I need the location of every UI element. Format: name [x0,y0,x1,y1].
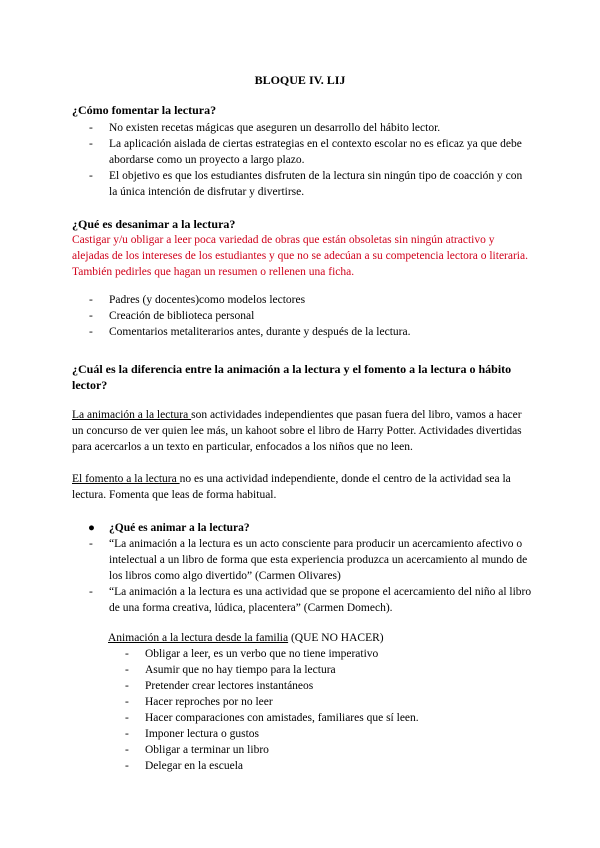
list-item: - Asumir que no hay tiempo para la lectura [125,664,336,676]
list-item: - Hacer reproches por no leer [125,696,273,708]
list-item: - “La animación a la lectura es una actividad que se propone el acercamiento del niño al libro de una forma creativa, lúdica, placentera” (Carmen Domech). [89,586,532,614]
list-item: - Comentarios metaliterarios antes, durante y después de la lectura. [89,326,411,338]
list-item: - Creación de biblioteca personal [89,310,255,322]
list-item: - Imponer lectura o gustos [125,728,260,740]
section-heading: ¿Cómo fomentar la lectura? [72,103,217,117]
family-heading: Animación a la lectura desde la familia (QUE NO HACER) [108,632,384,644]
list-item: - Hacer comparaciones con amistades, familiares que sí leen. [125,712,419,724]
list-item: - La aplicación aislada de ciertas estrategias en el contexto escolar no es eficaz ya que debe abordarse como un proyecto a largo plazo. [89,138,522,166]
family-subsection [108,630,532,774]
paragraph-fomento: El fomento a la lectura no es una actividad independiente, donde el centro de la actividad sea la lectura. Fomenta que leas de forma habitual. [72,473,511,501]
list-item: - Pretender crear lectores instantáneos [125,680,314,692]
list-item: - No existen recetas mágicas que aseguren un desarrollo del hábito lector. [89,122,441,134]
section-heading: ¿Cuál es la diferencia entre la animación a la lectura y el fomento a la lectura o hábito lector? [72,362,512,392]
list-item: - Obligar a leer, es un verbo que no tiene imperativo [125,648,379,660]
bullet-list [72,120,532,200]
list-item: - Padres (y docentes)como modelos lectores [89,294,306,306]
section-discourage [72,216,532,340]
red-paragraph: Castigar y/u obligar a leer poca variedad de obras que están obsoletas sin ningún atractivo y alejadas de los intereses de los estudiantes y que no se adecúan a su competencia lectora o literaria. También pedirles que hagan un resumen o rellenen una ficha. [72,234,528,278]
page-title: BLOQUE IV. LIJ [254,73,346,87]
list-item: - “La animación a la lectura es un acto consciente para producir un acercamiento afectivo o intelectual a un libro de forma que esta experiencia produzca un acercamiento al mundo de los libros como algo divertido” (Carmen Olivares) [89,538,528,582]
quote-list [72,536,532,616]
family-list [108,646,532,774]
bullet-list [72,292,532,340]
bullet-icon: ● [88,522,95,534]
section-how-to-foster [72,102,532,200]
list-item: - El objetivo es que los estudiantes disfruten de la lectura sin ningún tipo de coacción y con la única intención de disfrutar y divertirse. [89,170,523,198]
list-item: - Obligar a terminar un libro [125,744,269,756]
paragraph-animation: La animación a la lectura son actividades independientes que pasan fuera del libro, vamos a hacer un concurso de ver quien lee más, un kahoot sobre el libro de Harry Potter. Actividades divertidas para acercarlos a un texto en particular, enfocados a los niños que no leen. [72,409,522,453]
bullet-heading: ● ¿Qué es animar a la lectura? [88,522,250,534]
list-item: - Delegar en la escuela [125,760,244,772]
section-animate [72,520,532,774]
section-difference [72,361,532,503]
section-heading: ¿Qué es desanimar a la lectura? [72,217,236,231]
